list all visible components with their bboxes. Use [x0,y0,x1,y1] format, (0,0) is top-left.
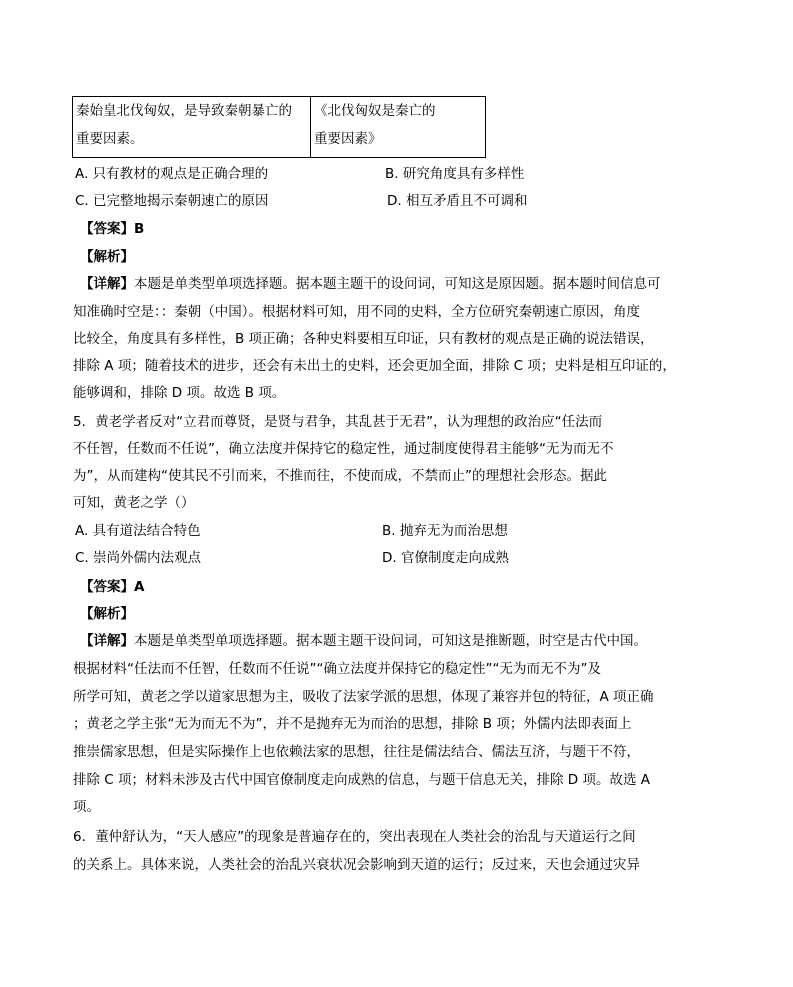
q5-option-c: C. 崇尚外儒内法观点 [75,550,202,566]
table-cell-right [311,97,486,158]
detail-label: 【详解】 [80,633,134,649]
analysis-label: 【解析】 [80,249,134,265]
q4-detail-line: 排除 A 项；随着技术的进步，还会有未出土的史料，还会更加全面，排除 C 项；史料是相互印证的， [73,358,676,374]
answer-value: B [134,221,145,237]
cell-text-line: 重要因素。 [76,131,144,147]
q6-stem-line: 6．董仲舒认为，“天人感应”的现象是普遍存在的，突出表现在人类社会的治乱与天道运行之间 [73,829,636,845]
detail-text: 本题是单类型单项选择题。据本题主题干的设问词，可知这是原因题。据本题时间信息可 [134,276,661,292]
q6-stem-line: 的关系上。具体来说，人类社会的治乱兴衰状况会影响到天道的运行；反过来，天也会通过灾异 [73,857,640,873]
cell-text-line: 重要因素》 [314,131,382,147]
q5-option-a: A. 具有道法结合特色 [75,523,201,539]
answer-label: 【答案】 [80,221,134,237]
q5-detail-line: 所学可知，黄老之学以道家思想为主，吸收了法家学派的思想，体现了兼容并包的特征，A 项正确 [73,689,654,705]
q5-option-b: B. 抛弃无为而治思想 [382,523,508,539]
q4-detail-line: 能够调和，排除 D 项。故选 B 项。 [73,385,286,401]
detail-label: 【详解】 [80,276,134,292]
q4-option-a: A. 只有教材的观点是正确合理的 [75,166,269,182]
source-table [72,96,486,158]
q5-answer [80,578,144,596]
q5-stem-line: 5．黄老学者反对“立君而尊贤，是贤与君争，其乱甚于无君”，认为理想的政治应“任法而 [73,414,603,430]
q5-detail-line: ；黄老之学主张“无为而无不为”，并不是抛弃无为而治的思想，排除 B 项；外儒内法即表面上 [73,716,632,732]
q4-option-b: B. 研究角度具有多样性 [385,166,525,182]
answer-label: 【答案】 [80,579,134,595]
q5-detail-line: 根据材料“任法而不任智，任数而不任说”“确立法度并保持它的稳定性”“无为而无不为”及 [73,661,601,677]
q4-option-c: C. 已完整地揭示秦朝速亡的原因 [75,193,269,209]
q4-detail-line [80,275,661,293]
q5-detail-line: 推崇儒家思想，但是实际操作上也依赖法家的思想，往往是儒法结合、儒法互济，与题干不符， [73,744,640,760]
q5-option-d: D. 官僚制度走向成熟 [382,550,509,566]
q5-detail-line [80,632,647,650]
table-row [73,97,486,158]
answer-value: A [134,579,145,595]
cell-text-line: 秦始皇北伐匈奴，是导致秦朝暴亡的 [76,103,292,119]
table-cell-left [73,97,311,158]
q4-detail-line: 比较全，角度具有多样性，B 项正确；各种史料要相互印证，只有教材的观点是正确的说法错误， [73,331,654,347]
q4-answer [80,220,144,238]
q5-stem-line: 不任智，任数而不任说”，确立法度并保持它的稳定性，通过制度使得君主能够“无为而无不 [73,441,614,457]
q4-option-d: D. 相互矛盾且不可调和 [387,193,528,209]
q4-detail-line: 知准确时空是：：秦朝（中国）。根据材料可知，用不同的史料，全方位研究秦朝速亡原因，角度 [73,304,640,320]
cell-text-line: 《北伐匈奴是秦亡的 [314,103,436,119]
q5-stem-line: 可知，黄老之学（） [73,495,195,511]
q5-stem-line: 为”，从而建构“使其民不引而来，不推而往，不使而成，不禁而止”的理想社会形态。据此 [73,468,607,484]
detail-text: 本题是单类型单项选择题。据本题主题干设问词，可知这是推断题，时空是古代中国。 [134,633,647,649]
q4-analysis-label [80,248,134,266]
q5-detail-line: 排除 C 项；材料未涉及古代中国官僚制度走向成熟的信息，与题干信息无关，排除 D 项。故选 A [73,772,651,788]
analysis-label: 【解析】 [80,606,134,622]
q5-detail-line: 项。 [73,799,100,815]
q5-analysis-label [80,605,134,623]
